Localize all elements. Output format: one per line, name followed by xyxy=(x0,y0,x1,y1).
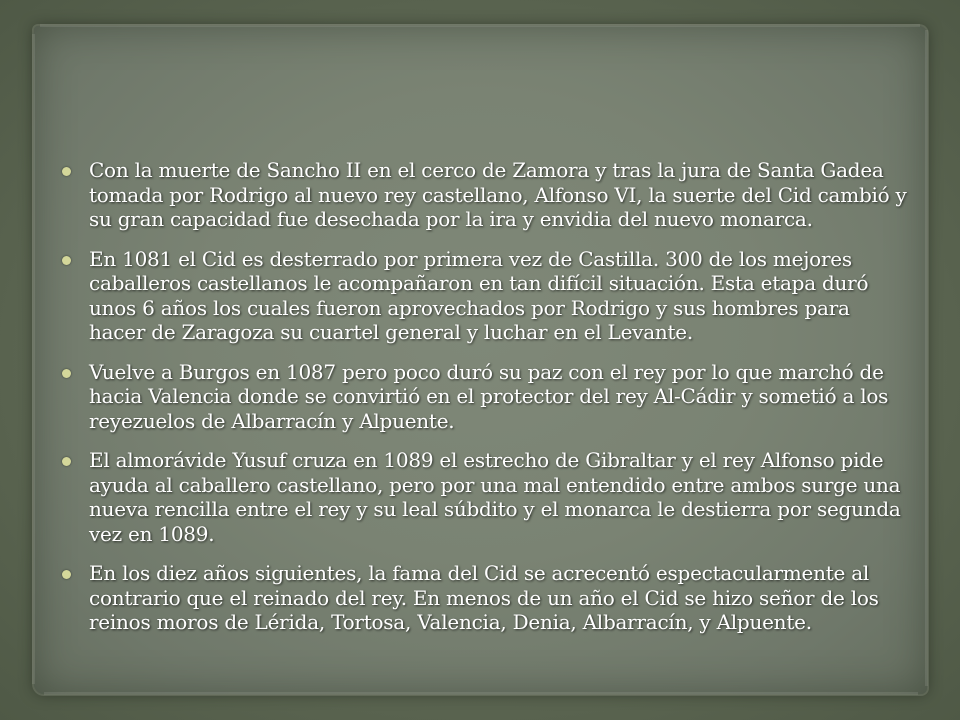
bullet-text: Vuelve a Burgos en 1087 pero poco duró su paz con el rey por lo que marchó de hacia Valencia donde se convirtió en el protector del rey Al-Cádir y sometió a los reyezuelos de Albarracín y Alpuente. xyxy=(89,359,889,433)
bullet-item xyxy=(60,561,910,635)
bullet-text: En 1081 el Cid es desterrado por primera vez de Castilla. 300 de los mejores caballeros castellanos le acompañaron en tan difícil situación. Esta etapa duró unos 6 años los cuales fueron aprovechados por Rodrigo y sus hombres para hacer de Zaragoza su cuartel general y luchar en el Levante. xyxy=(89,246,869,344)
bullet-icon xyxy=(62,457,71,466)
bullet-icon xyxy=(62,570,71,579)
bullet-text: En los diez años siguientes, la fama del Cid se acrecentó espectacularmente al contrario que el reinado del rey. En menos de un año el Cid se hizo señor de los reinos moros de Lérida, Tortosa, Valencia, Denia, Albarracín, y Alpuente. xyxy=(89,561,879,634)
bullet-text: Con la muerte de Sancho II en el cerco de Zamora y tras la jura de Santa Gadea tomada por Rodrigo al nuevo rey castellano, Alfonso VI, la suerte del Cid cambió y su gran capacidad fue desechada por la ira y envidia del nuevo monarca. xyxy=(89,158,907,231)
parchment-edge-right xyxy=(925,30,928,686)
bullet-item xyxy=(60,448,910,546)
bullet-icon xyxy=(62,256,71,265)
parchment-edge-bottom xyxy=(44,692,918,695)
bullet-text: El almorávide Yusuf cruza en 1089 el estrecho de Gibraltar y el rey Alfonso pide ayuda al caballero castellano, pero por una mal entendido entre ambos surge una nueva rencilla entre el rey y su leal súbdito y el monarca le destierra por segunda vez en 1089. xyxy=(89,448,901,546)
bullet-list xyxy=(60,158,910,635)
parchment-edge-left xyxy=(32,34,35,684)
bullet-item xyxy=(60,360,910,434)
slide-content xyxy=(60,158,910,650)
bullet-icon xyxy=(62,369,71,378)
bullet-item xyxy=(60,247,910,345)
bullet-icon xyxy=(62,167,71,176)
bullet-item xyxy=(60,158,910,232)
parchment-edge-top xyxy=(40,24,920,27)
